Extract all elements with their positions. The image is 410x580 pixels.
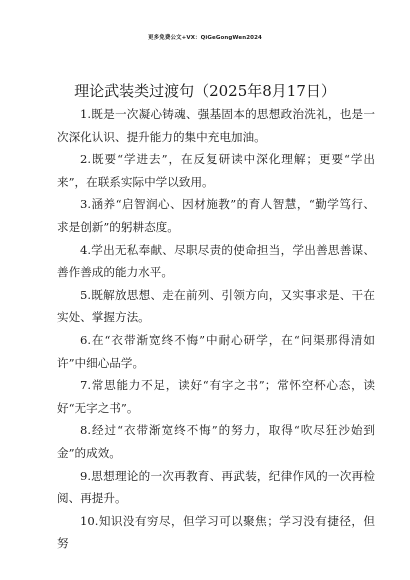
paragraph-1: 1.既是一次凝心铸魂、强基固本的思想政治洗礼，也是一次深化认识、提升能力的集中充电加油。 [57, 107, 375, 144]
paragraph-8: 8.经过“衣带渐宽终不悔”的努力，取得“吹尽狂沙始到金”的成效。 [57, 423, 375, 460]
paragraph-9: 9.思想理论的一次再教育、再武装，纪律作风的一次再检阅、再提升。 [57, 468, 375, 506]
paragraph-2: 2.既要“学进去”，在反复研读中深化理解；更要“学出来”，在联系实际中学以致用。 [57, 152, 375, 189]
paragraph-4: 4.学出无私奉献、尽职尽责的使命担当，学出善思善谋、善作善成的能力水平。 [57, 242, 375, 280]
paragraph-10: 10.知识没有穷尽，但学习可以聚焦；学习没有捷径，但努 [57, 513, 375, 551]
document-title: 理论武装类过渡句（2025年8月17日） [74, 82, 336, 100]
paragraph-7: 7.常思能力不足，读好“有字之书”；常怀空杯心态，读好“无字之书”。 [57, 378, 375, 415]
paragraph-5: 5.既解放思想、走在前列、引领方向，又实事求是、干在实处、掌握方法。 [57, 287, 375, 325]
paragraph-3: 3.涵养“启智润心、因材施教”的育人智慧，“勤学笃行、求是创新”的躬耕态度。 [57, 197, 375, 234]
header-watermark: 更多免费公文+VX：QiGeGongWen2024 [148, 35, 262, 41]
paragraph-6: 6.在“衣带渐宽终不悔”中耐心研学，在“问渠那得清如许”中细心品学。 [57, 332, 375, 370]
document-body [57, 103, 375, 551]
